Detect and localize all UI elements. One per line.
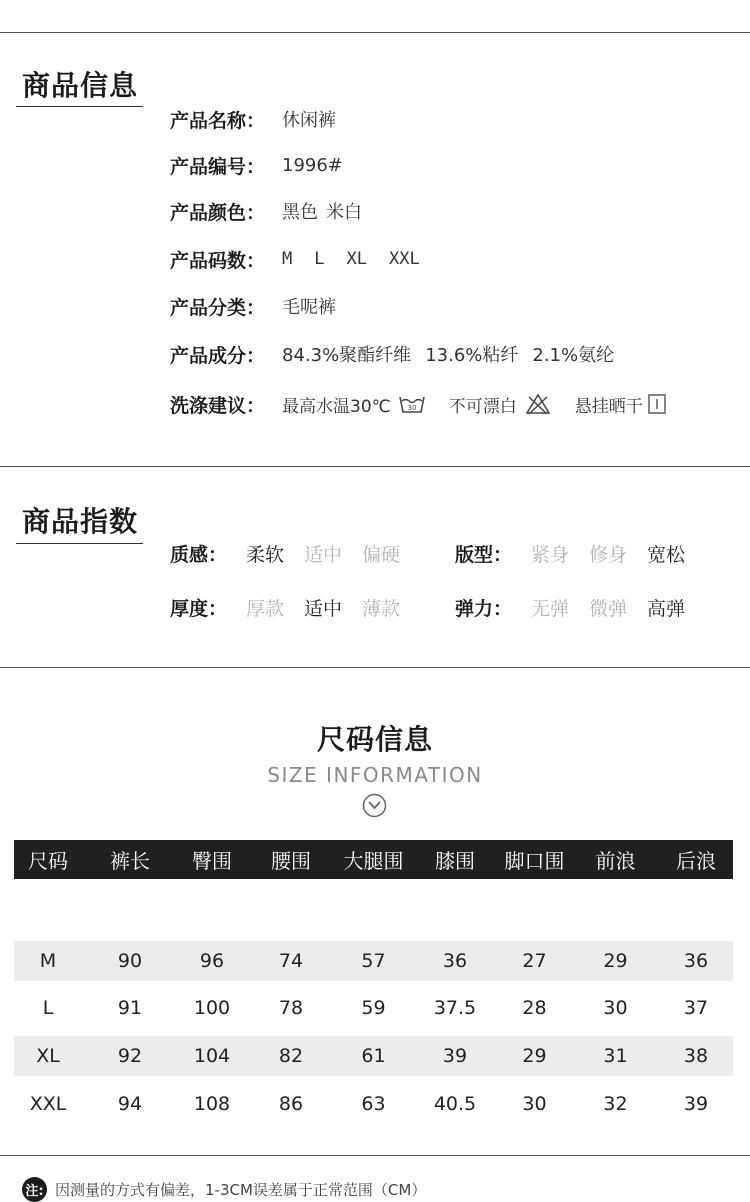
table-cell: 74 (278, 950, 304, 972)
index-row-thickness (170, 592, 420, 622)
info-value: 1996# (282, 154, 343, 176)
column-header: 膝围 (435, 849, 475, 873)
table-cell: XL (36, 1045, 60, 1067)
composition-value: 84.3%聚酯纤维 (282, 345, 412, 366)
size-value: XL (346, 249, 367, 269)
section-title-product-info: 商品信息 (22, 69, 139, 102)
table-cell: 96 (199, 950, 225, 972)
table-row (14, 1084, 733, 1124)
section-title-product-index: 商品指数 (22, 505, 139, 538)
index-option: 紧身 (531, 543, 570, 566)
table-cell: 30 (603, 997, 628, 1019)
index-row-fit (455, 538, 705, 568)
table-cell: 92 (117, 1045, 143, 1067)
svg-text:30: 30 (407, 404, 417, 412)
info-row-name (170, 104, 336, 134)
info-row-sizes (170, 244, 420, 274)
footnote (22, 1177, 426, 1202)
info-label: 产品成分： (170, 344, 266, 367)
table-row (14, 1036, 733, 1076)
column-header: 后浪 (676, 849, 716, 873)
info-value: 休闲裤 (282, 110, 336, 131)
table-cell: 39 (683, 1093, 709, 1115)
care-text: 不可漂白 (448, 396, 517, 417)
info-row-code (170, 150, 343, 180)
index-option-selected: 柔软 (246, 543, 285, 566)
size-value: XXL (388, 249, 420, 269)
note-badge: 注: (22, 1177, 47, 1202)
info-row-washing (170, 389, 667, 419)
table-cell: 61 (361, 1045, 386, 1067)
index-option-selected: 宽松 (647, 543, 686, 566)
table-cell: 37.5 (433, 997, 477, 1019)
no-bleach-icon (523, 391, 553, 417)
index-row-texture (170, 538, 420, 568)
table-row (14, 988, 733, 1028)
info-label: 产品名称： (170, 109, 266, 132)
table-cell: 78 (278, 997, 304, 1019)
composition-value: 13.6%粘纤 (425, 345, 519, 366)
table-cell: 37 (683, 997, 709, 1019)
index-label: 版型： (455, 543, 513, 566)
table-cell: 29 (522, 1045, 547, 1067)
hang-dry-icon (647, 391, 667, 417)
table-cell: 29 (603, 950, 628, 972)
table-cell: 27 (522, 950, 547, 972)
table-row (14, 941, 733, 981)
column-header: 臀围 (192, 849, 232, 873)
index-option-selected: 适中 (304, 597, 343, 620)
info-label: 产品编号： (170, 155, 266, 178)
table-cell: 36 (683, 950, 709, 972)
divider (0, 32, 750, 33)
info-value (282, 391, 667, 417)
wash-tub-icon (397, 391, 427, 417)
size-table-header (14, 840, 733, 879)
table-cell: XXL (29, 1093, 67, 1115)
care-text: 最高水温30℃ (282, 396, 391, 417)
size-value: L (314, 249, 325, 269)
title-underline (16, 106, 143, 107)
info-label: 产品码数： (170, 249, 266, 272)
index-label: 厚度： (170, 597, 228, 620)
divider (0, 667, 750, 668)
table-cell: 38 (683, 1045, 709, 1067)
table-cell: 108 (193, 1093, 231, 1115)
table-cell: M (39, 950, 57, 972)
info-value (282, 341, 614, 367)
info-row-composition (170, 339, 614, 369)
table-cell: 36 (442, 950, 468, 972)
column-header: 腰围 (271, 849, 311, 873)
index-option: 无弹 (531, 597, 570, 620)
info-row-category (170, 291, 336, 321)
care-text: 悬挂晒干 (574, 396, 643, 417)
column-header: 前浪 (595, 849, 636, 873)
info-value (282, 249, 420, 269)
table-cell: 82 (278, 1045, 304, 1067)
index-label: 弹力： (455, 597, 513, 620)
section-subtitle: SIZE INFORMATION (267, 763, 483, 787)
divider (0, 1155, 750, 1156)
composition-value: 2.1%氨纶 (532, 345, 615, 366)
index-option: 微弹 (589, 597, 628, 620)
index-option: 适中 (304, 543, 343, 566)
info-label: 产品分类： (170, 296, 266, 319)
index-option: 厚款 (246, 597, 285, 620)
table-cell: 90 (117, 950, 143, 972)
size-value: M (282, 249, 293, 269)
table-cell: 30 (522, 1093, 547, 1115)
table-cell: 32 (603, 1093, 628, 1115)
table-cell: 94 (117, 1093, 143, 1115)
index-row-elasticity (455, 592, 705, 622)
title-underline (16, 543, 143, 544)
info-label: 洗涤建议： (170, 394, 266, 417)
column-header: 大腿围 (343, 849, 404, 873)
table-cell: 86 (278, 1093, 304, 1115)
table-cell: 31 (603, 1045, 628, 1067)
divider (0, 466, 750, 467)
table-cell: L (42, 997, 54, 1019)
table-cell: 100 (193, 997, 231, 1019)
index-label: 质感： (170, 543, 228, 566)
table-cell: 63 (361, 1093, 386, 1115)
column-header: 脚口围 (504, 849, 565, 873)
chevron-down-circle-icon (362, 793, 387, 818)
table-cell: 91 (117, 997, 143, 1019)
index-option-selected: 高弹 (647, 597, 686, 620)
table-cell: 28 (522, 997, 547, 1019)
info-label: 产品颜色： (170, 201, 266, 224)
index-option: 薄款 (362, 597, 401, 620)
info-value: 毛呢裤 (282, 297, 336, 318)
section-title-size-info: 尺码信息 (316, 723, 433, 756)
info-row-colors (170, 196, 362, 226)
table-cell: 40.5 (433, 1093, 477, 1115)
note-text: 因测量的方式有偏差，1-3CM误差属于正常范围（CM） (55, 1181, 427, 1199)
table-cell: 39 (442, 1045, 468, 1067)
index-option: 修身 (589, 543, 628, 566)
column-header: 尺码 (28, 849, 68, 873)
table-cell: 57 (361, 950, 386, 972)
info-value (282, 198, 362, 224)
column-header: 裤长 (110, 849, 150, 873)
color-value: 黑色 (282, 202, 318, 223)
color-value: 米白 (326, 202, 362, 223)
table-cell: 59 (361, 997, 386, 1019)
table-cell: 104 (193, 1045, 231, 1067)
index-option: 偏硬 (362, 543, 401, 566)
